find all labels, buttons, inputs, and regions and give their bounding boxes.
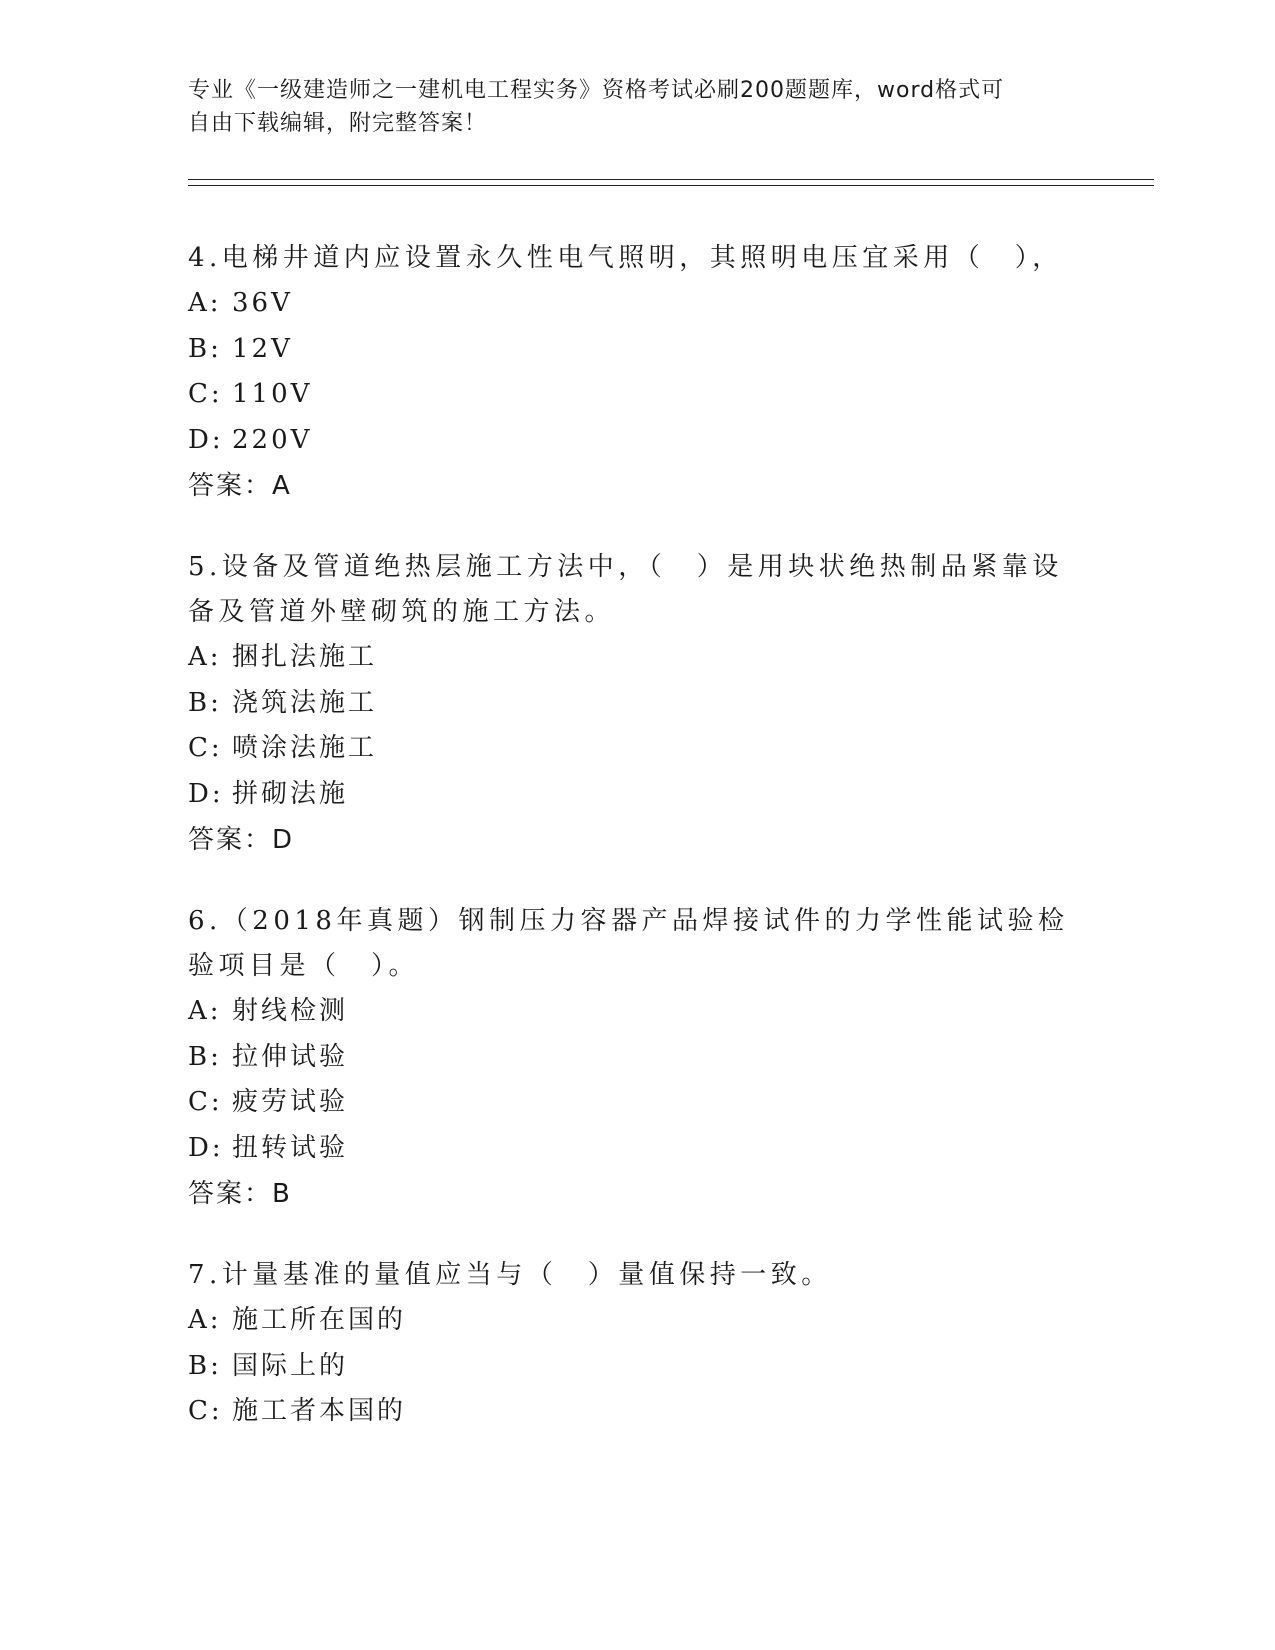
option-text: 扭转试验 (232, 1132, 349, 1163)
option-letter: C: (188, 1087, 223, 1117)
option-letter: D: (188, 778, 224, 809)
option-text: 拼砌法施 (232, 778, 349, 809)
option-text: 国际上的 (232, 1350, 349, 1381)
option-d (188, 772, 1088, 818)
question-item (188, 545, 1088, 863)
answer-line: 答案：D (188, 825, 295, 855)
question-stem: 4.电梯井道内应设置永久性电气照明，其照明电压宜采用（ ）， (188, 243, 1063, 273)
option-b (188, 327, 1088, 373)
option-c (188, 726, 1088, 772)
option-letter: D: (188, 1132, 224, 1163)
option-a (188, 989, 1088, 1035)
option-c (188, 1389, 1088, 1435)
option-letter: B: (188, 687, 222, 718)
option-text: 36V (232, 288, 293, 318)
question-item (188, 1253, 1088, 1435)
option-text: 捆扎法施工 (232, 642, 378, 672)
option-letter: A: (188, 642, 222, 672)
header-line-2: 自由下载编辑，附完整答案！ (188, 111, 488, 136)
option-text: 射线检测 (232, 996, 349, 1026)
header-divider-top (188, 179, 1154, 180)
option-d (188, 1126, 1088, 1172)
option-a (188, 635, 1088, 681)
option-d (188, 418, 1088, 464)
option-text: 施工者本国的 (232, 1396, 407, 1426)
question-item (188, 236, 1088, 509)
question-stem: 6.（2018年真题）钢制压力容器产品焊接试件的力学性能试验检验项目是（ ）。 (188, 906, 1069, 981)
option-text: 浇筑法施工 (232, 687, 378, 718)
option-text: 疲劳试验 (232, 1087, 349, 1117)
option-text: 220V (232, 424, 313, 455)
option-text: 12V (232, 333, 293, 364)
option-text: 110V (232, 379, 313, 409)
header-divider-bottom (188, 185, 1154, 186)
option-letter: B: (188, 1350, 222, 1381)
document-header (188, 74, 1068, 140)
option-text: 喷涂法施工 (232, 733, 378, 763)
answer-line: 答案：B (188, 1179, 292, 1209)
option-text: 施工所在国的 (232, 1305, 407, 1335)
answer-line: 答案：A (188, 471, 292, 501)
option-text: 拉伸试验 (232, 1041, 349, 1072)
option-a (188, 1298, 1088, 1344)
option-letter: C: (188, 733, 223, 763)
option-letter: A: (188, 288, 222, 318)
option-letter: C: (188, 379, 223, 409)
question-list (188, 236, 1088, 1471)
option-b (188, 1344, 1088, 1390)
option-letter: A: (188, 1305, 222, 1335)
question-item (188, 899, 1088, 1217)
option-letter: D: (188, 424, 224, 455)
option-letter: B: (188, 1041, 222, 1072)
question-stem: 5.设备及管道绝热层施工方法中，（ ）是用块状绝热制品紧靠设备及管道外壁砌筑的施工方法。 (188, 552, 1063, 627)
header-line-1: 专业《一级建造师之一建机电工程实务》资格考试必刷200题题库，word格式可 (188, 78, 1005, 103)
option-b (188, 1035, 1088, 1081)
option-b (188, 681, 1088, 727)
option-c (188, 1080, 1088, 1126)
option-a (188, 281, 1088, 327)
option-letter: C: (188, 1396, 223, 1426)
question-stem: 7.计量基准的量值应当与（ ）量值保持一致。 (188, 1260, 832, 1290)
option-letter: A: (188, 996, 222, 1026)
option-c (188, 372, 1088, 418)
option-letter: B: (188, 333, 222, 364)
